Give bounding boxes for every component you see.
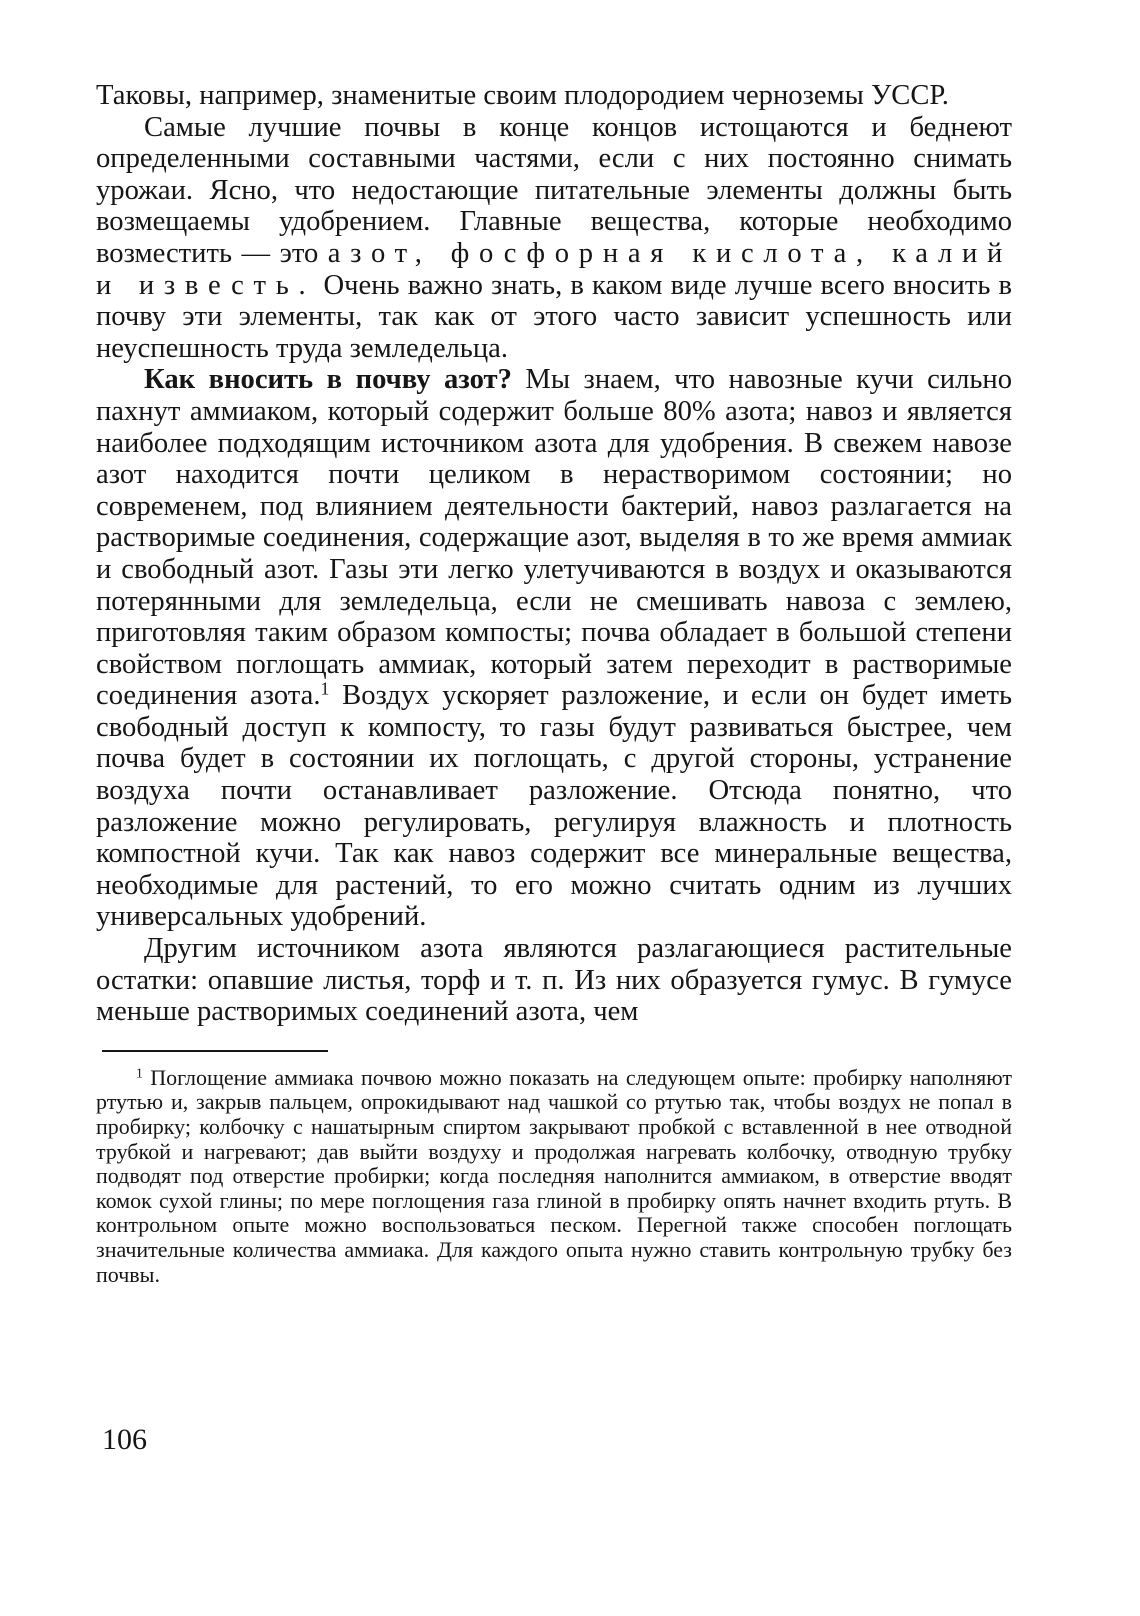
footnote-marker: 1 [136, 1065, 143, 1081]
paragraph-3-text-start: Мы знаем, что навозные кучи сильно пахнут аммиаком, который содержит больше 80% азота; навоз и является наиболее подходящим источником азота для удобрения. В свежем навозе азот находится почти целиком в нерастворимом состоянии; но современем, под влиянием деятельности бактерий, навоз разлагается на растворимые соединения, содержащие азот, выделяя в то же время аммиак и свободный азот. Газы эти легко улетучиваются в воздух и оказываются потерянными для земледельца, если не смешивать навоза с землею, приготовляя таким образом компосты; почва обладает в большой степени свойством поглощать аммиак, который затем переходит в растворимые соединения азота. [96, 364, 1012, 712]
paragraph-4: Другим источником азота являются разлагающиеся растительные остатки: опавшие листья, торф и т. п. Из них образуется гумус. В гумусе меньше растворимых соединений азота, чем [96, 933, 1012, 1028]
paragraph-2-text-end: Очень важно знать, в каком виде лучше всего вносить в почву эти элементы, так как от этого часто зависит успешность или неуспешность труда земледельца. [96, 269, 1012, 364]
paragraph-3 [96, 364, 1012, 933]
page-number: 106 [102, 1423, 147, 1456]
paragraph-3-text-end: Воздух ускоряет разложение, и если он будет иметь свободный доступ к компосту, то газы будут развиваться быстрее, чем почва будет в состоянии их поглощать, с другой стороны, устранение воздуха почти останавливает разложение. Отсюда понятно, что разложение можно регулировать, регулируя влажность и плотность компостной кучи. Так как навоз содержит все минеральные вещества, необходимые для растений, то его можно считать одним из лучших универсальных удобрений. [96, 680, 1012, 933]
paragraph-2 [96, 112, 1012, 365]
paragraph-2-text-start: Самые лучшие почвы в конце концов истощаются и беднеют определенными составными частями, если с них постоянно снимать урожаи. Ясно, что недостающие питательные элементы должны быть возмещаемы удобрением. Главные вещества, которые необходимо возместить — это [96, 111, 1012, 269]
section-heading: Как вносить в почву азот? [144, 364, 512, 396]
footnote-text: Поглощение аммиака почвою можно показать на следующем опыте: пробирку наполняют ртутью и, закрыв пальцем, опрокидывают над чашкой со ртутью так, чтобы воздух не попал в пробирку; колбочку с нашатырным спиртом закрывают пробкой с вставленной в нее отводной трубкой и нагревают; дав выйти воздуху и продолжая нагревать колбочку, отводную трубку подводят под отверстие пробирки; когда последняя наполнится аммиаком, в отверстие вводят комок сухой глины; по мере поглощения газа глиной в пробирку опять начнет входить ртуть. В контрольном опыте можно воспользоваться песком. Перегной также способен поглощать значительные количества аммиака. Для каждого опыта нужно ставить контрольную трубку без почвы. [96, 1064, 1012, 1287]
footnote-reference[interactable]: 1 [320, 678, 330, 699]
spaced-elements-list: азот, фосфорная кислота, калий и известь. [96, 237, 1012, 301]
footnote [96, 1066, 1012, 1287]
page-body [96, 80, 1012, 1287]
footnote-divider [102, 1050, 328, 1052]
paragraph-1: Таковы, например, знаменитые своим плодородием черноземы УССР. [96, 80, 949, 111]
